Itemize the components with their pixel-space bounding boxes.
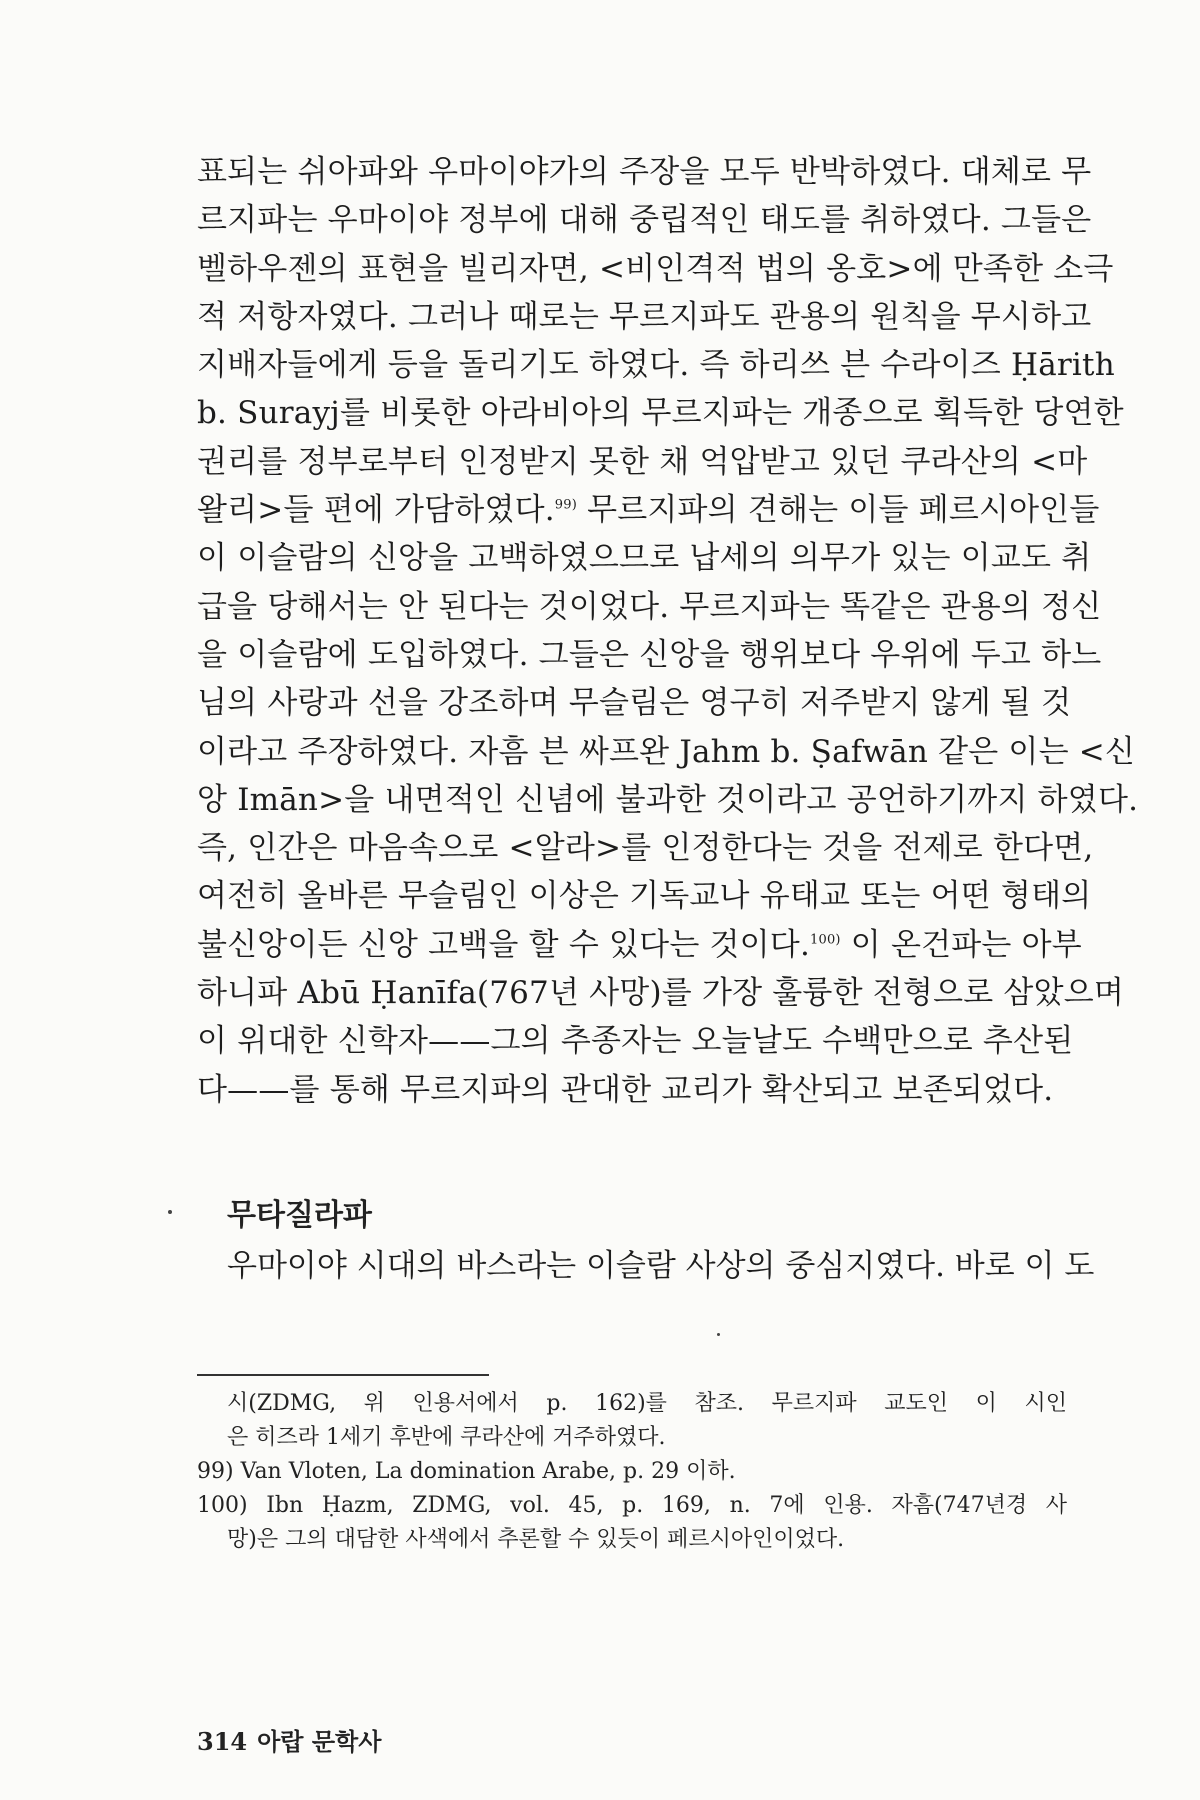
body-line: 급을 당해서는 안 된다는 것이었다. 무르지파는 똑같은 관용의 정신 bbox=[197, 588, 1102, 625]
body-line: 표되는 쉬아파와 우마이야가의 주장을 모두 반박하였다. 대체로 무 bbox=[197, 154, 1092, 190]
body-line: 다——를 통해 무르지파의 관대한 교리가 확산되고 보존되었다. bbox=[197, 1071, 1054, 1108]
body-line: 르지파는 우마이야 정부에 대해 중립적인 태도를 취하였다. 그들은 bbox=[197, 202, 1092, 239]
body-line: b. Surayj를 비롯한 아라비아의 무르지파는 개종으로 획득한 당연한 bbox=[197, 395, 1124, 432]
page-number: 314 bbox=[197, 1727, 248, 1756]
body-line-with-footnote-100 bbox=[197, 921, 1082, 969]
footnote-ref-100: 100) bbox=[810, 932, 841, 948]
section-first-line: 우마이야 시대의 바스라는 이슬람 사상의 중심지였다. 바로 이 도 bbox=[227, 1248, 1095, 1284]
body-text bbox=[197, 148, 1139, 1114]
body-line: 이 이슬람의 신앙을 고백하였으므로 납세의 의무가 있는 이교도 취 bbox=[197, 540, 1092, 577]
footnote-divider bbox=[197, 1374, 489, 1376]
body-line: 이 위대한 신학자——그의 추종자는 오늘날도 수백만으로 추산된 bbox=[197, 1023, 1074, 1060]
body-line: 이라고 주장하였다. 자흠 븐 싸프완 Jahm b. Ṣafwān 같은 이는 <신 bbox=[197, 733, 1136, 770]
body-line: 님의 사랑과 선을 강조하며 무슬림은 영구히 저주받지 않게 될 것 bbox=[197, 685, 1072, 722]
margin-dot bbox=[168, 1210, 172, 1214]
body-line-with-footnote-99 bbox=[197, 486, 1100, 534]
body-line: 하니파 Abū Ḥanīfa(767년 사망)를 가장 훌륭한 전형으로 삼았으며 bbox=[197, 975, 1125, 1012]
footnote-ref-99: 99) bbox=[554, 497, 578, 513]
footnote-100: 100) Ibn Ḥazm, ZDMG, vol. 45, p. 169, n. 7에 인용. 자흠(747년경 사 bbox=[197, 1493, 1067, 1518]
body-line-rest: 이 온건파는 아부 bbox=[850, 926, 1082, 963]
body-line: 앙 Imān>을 내면적인 신념에 불과한 것이라고 공언하기까지 하였다. bbox=[197, 781, 1139, 818]
stray-dot bbox=[717, 1333, 720, 1336]
body-line: 적 저항자였다. 그러나 때로는 무르지파도 관용의 원칙을 무시하고 bbox=[197, 298, 1092, 335]
body-line: 여전히 올바른 무슬림인 이상은 기독교나 유태교 또는 어떤 형태의 bbox=[197, 878, 1092, 915]
footnote-line: 시(ZDMG, 위 인용서에서 p. 162)를 참조. 무르지파 교도인 이 시인 bbox=[227, 1391, 1067, 1416]
body-line: 즉, 인간은 마음속으로 <알라>를 인정한다는 것을 전제로 한다면, bbox=[197, 830, 1094, 867]
body-line: 지배자들에게 등을 돌리기도 하였다. 즉 하리쓰 븐 수라이즈 Ḥārith bbox=[197, 347, 1115, 384]
body-line: 권리를 정부로부터 인정받지 못한 채 억압받고 있던 쿠라산의 <마 bbox=[197, 443, 1088, 480]
footnote-99: 99) Van Vloten, La domination Arabe, p. 29 이하. bbox=[197, 1459, 736, 1484]
footnote-line: 은 히즈라 1세기 후반에 쿠라산에 거주하였다. bbox=[227, 1425, 666, 1450]
running-title: 아랍 문학사 bbox=[257, 1727, 382, 1756]
body-line: 을 이슬람에 도입하였다. 그들은 신앙을 행위보다 우위에 두고 하느 bbox=[197, 636, 1102, 673]
body-line: 벨하우젠의 표현을 빌리자면, <비인격적 법의 옹호>에 만족한 소극 bbox=[197, 250, 1114, 287]
body-line-rest: 무르지파의 견해는 이들 페르시아인들 bbox=[587, 492, 1100, 529]
page-footer bbox=[197, 1722, 381, 1757]
footnotes bbox=[197, 1387, 1067, 1557]
body-line-start: 불신앙이든 신앙 고백을 할 수 있다는 것이다. bbox=[197, 926, 811, 963]
footnote-line: 망)은 그의 대담한 사색에서 추론할 수 있듯이 페르시아인이었다. bbox=[227, 1527, 845, 1552]
body-line-start: 왈리>들 편에 가담하였다. bbox=[197, 492, 555, 529]
section-heading: 무타질라파 bbox=[227, 1198, 372, 1233]
